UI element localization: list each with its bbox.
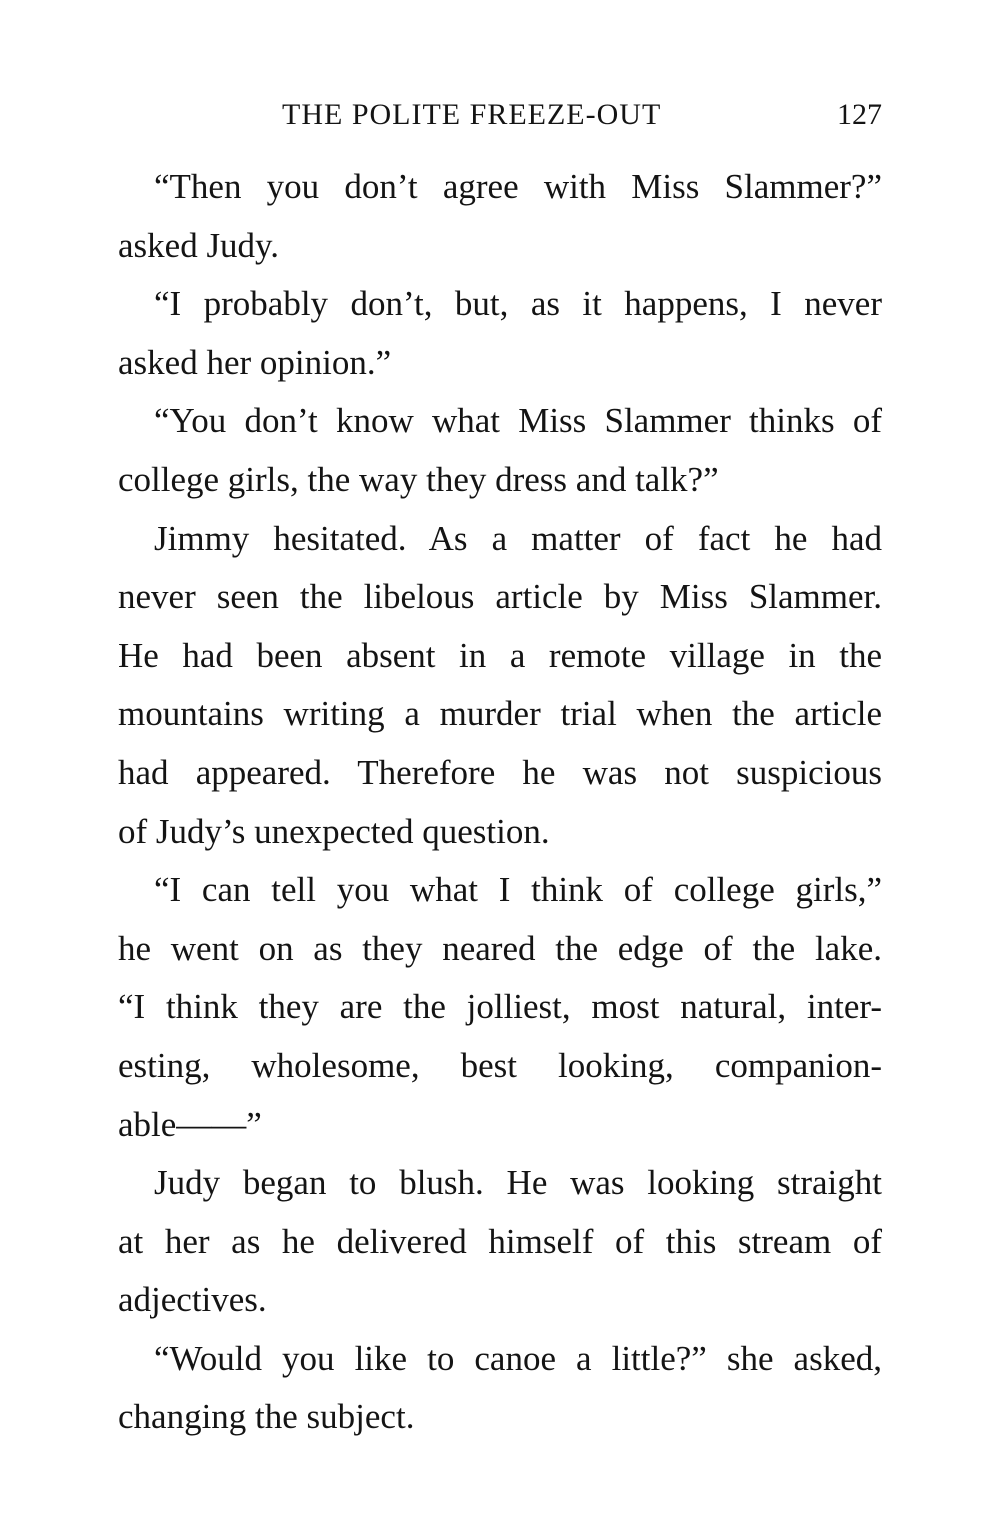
- body-text: [118, 158, 882, 1447]
- text-line: changing the subject.: [118, 1397, 415, 1437]
- text-line: of Judy’s unexpected question.: [118, 811, 550, 851]
- text-line: Jimmy hesitated. As a matter of fact he had: [154, 518, 882, 558]
- text-line: adjectives.: [118, 1280, 267, 1320]
- text-line: mountains writing a murder trial when the article: [118, 694, 882, 734]
- text-line: “You don’t know what Miss Slammer thinks of: [154, 401, 882, 441]
- text-line: asked Judy.: [118, 225, 280, 265]
- text-line: “Then you don’t agree with Miss Slammer?”: [154, 167, 882, 206]
- text-line: at her as he delivered himself of this stream of: [118, 1221, 882, 1261]
- text-line: esting, wholesome, best looking, companion-: [118, 1045, 882, 1085]
- text-line: never seen the libelous article by Miss Slammer.: [118, 577, 882, 617]
- text-line: “Would you like to canoe a little?” she asked,: [154, 1338, 882, 1378]
- text-line: He had been absent in a remote village in the: [118, 635, 882, 675]
- text-line: he went on as they neared the edge of the lake.: [118, 928, 882, 968]
- text-line: had appeared. Therefore he was not suspicious: [118, 752, 882, 792]
- text-line: asked her opinion.”: [118, 342, 392, 382]
- page-number: 127: [837, 98, 882, 131]
- running-head: [118, 98, 882, 138]
- text-line: “I probably don’t, but, as it happens, I never: [154, 284, 882, 324]
- text-line: college girls, the way they dress and talk?”: [118, 459, 719, 499]
- text-line: able——”: [118, 1104, 262, 1144]
- text-line: “I can tell you what I think of college girls,”: [154, 870, 882, 910]
- text-line: “I think they are the jolliest, most natural, inter-: [118, 987, 882, 1027]
- text-line: Judy began to blush. He was looking straight: [154, 1163, 882, 1203]
- running-head-title: THE POLITE FREEZE-OUT: [282, 98, 662, 131]
